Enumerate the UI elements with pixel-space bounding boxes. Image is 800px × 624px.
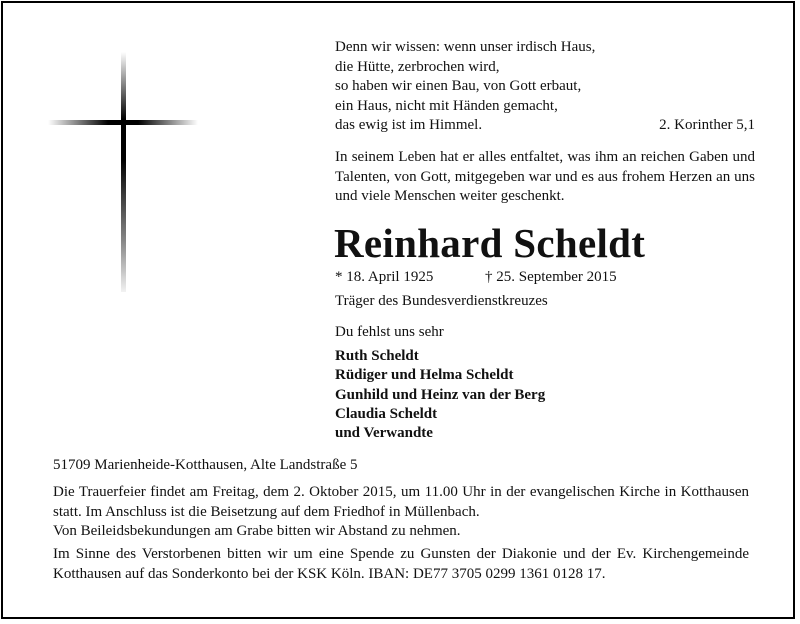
award-line: Träger des Bundesverdienstkreuzes: [335, 293, 548, 309]
condolence-note: Von Beileidsbekundungen am Grabe bitten wir Abstand zu nehmen.: [53, 523, 461, 539]
funeral-service-text: Die Trauerfeier findet am Freitag, dem 2. Oktober 2015, um 11.00 Uhr in der evangelischen Kirche in Kotthausen statt. Im Anschluss ist die Beisetzung auf dem Friedhof in Müllenbach.: [53, 484, 749, 520]
tribute-text: In seinem Leben hat er alles entfaltet, was ihm an reichen Gaben und Talenten, von Gott, mitgegeben war und es aus frohem Herzen an uns und viele Menschen weiter geschenkt.: [335, 149, 755, 205]
mourner-name: Ruth Scheldt: [335, 348, 419, 364]
funeral-info: [53, 483, 749, 542]
death-date: † 25. September 2015: [485, 269, 617, 285]
cross-icon: [48, 52, 198, 292]
deceased-name: Reinhard Scheldt: [334, 220, 646, 266]
birth-date: * 18. April 1925: [335, 269, 434, 285]
verse-reference: 2. Korinther 5,1: [659, 117, 755, 134]
mourner-name: Claudia Scheldt: [335, 405, 438, 422]
missed-line: Du fehlst uns sehr: [335, 324, 444, 340]
verse-line: das ewig ist im Himmel.: [335, 117, 483, 134]
donation-request: Im Sinne des Verstorbenen bitten wir um eine Spende zu Gunsten der Diakonie und der Ev. Kirchengemeinde Kotthausen auf das Sonderkonto bei der KSK Köln. IBAN: DE77 3705 0299 1361 0128 17.: [53, 546, 749, 582]
verse-line: die Hütte, zerbrochen wird,: [335, 58, 500, 75]
bible-verse: [335, 38, 755, 136]
verse-line: ein Haus, nicht mit Händen gemacht,: [335, 97, 558, 114]
mourners-list: [335, 347, 545, 443]
mourner-name: und Verwandte: [335, 425, 433, 442]
cross-vertical-beam: [121, 52, 126, 292]
family-address: 51709 Marienheide-Kotthausen, Alte Landstraße 5: [53, 457, 358, 473]
verse-line: so haben wir einen Bau, von Gott erbaut,: [335, 78, 582, 95]
mourner-name: Rüdiger und Helma Scheldt: [335, 367, 514, 384]
mourner-name: Gunhild und Heinz van der Berg: [335, 386, 546, 403]
verse-line: Denn wir wissen: wenn unser irdisch Haus,: [335, 39, 596, 55]
cross-horizontal-beam: [48, 120, 198, 125]
